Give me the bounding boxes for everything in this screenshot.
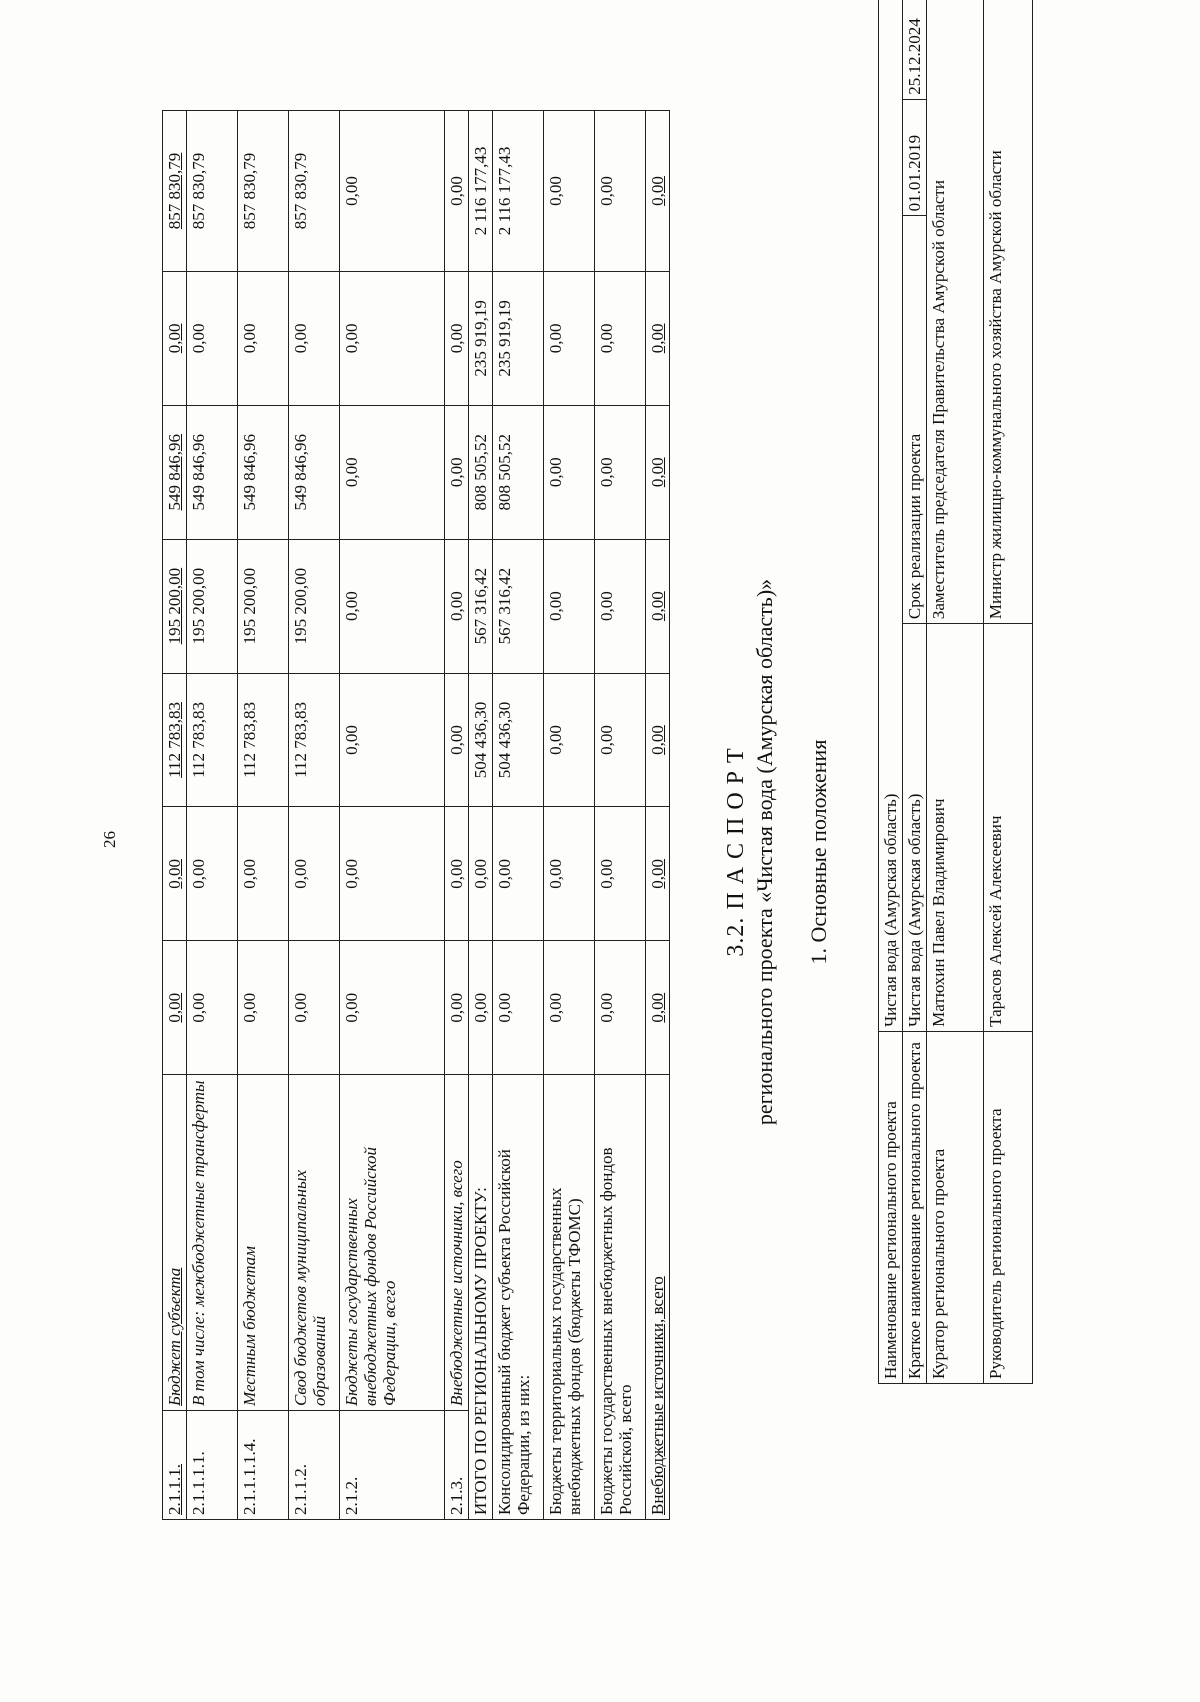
- row-value: 195 200,00: [187, 539, 238, 673]
- row-value: 857 830,79: [289, 111, 340, 272]
- row-value: 0,00: [340, 111, 445, 272]
- section-heading: 1. Основные положения: [806, 739, 831, 965]
- row-value: 549 846,96: [187, 405, 238, 539]
- table-row: [879, 0, 903, 1384]
- row-value: 0,00: [289, 941, 340, 1075]
- row-value: 0,00: [544, 941, 595, 1075]
- row-value: 808 505,52: [493, 405, 544, 539]
- row-code: 2.1.1.1.1.4.: [238, 1410, 289, 1519]
- row-name: Консолидированный бюджет субъекта Российской Федерации, из них:: [493, 1075, 544, 1520]
- table-row: [187, 111, 238, 1520]
- row-value: 0,00: [340, 539, 445, 673]
- curator-position: Заместитель председателя Правительства Амурской области: [927, 0, 984, 624]
- row-value: 0,00: [646, 941, 670, 1075]
- row-value: 0,00: [445, 539, 469, 673]
- row-name: ИТОГО ПО РЕГИОНАЛЬНОМУ ПРОЕКТУ:: [469, 1075, 493, 1520]
- row-value: 0,00: [646, 807, 670, 941]
- table-row: [595, 111, 646, 1520]
- row-value: 0,00: [544, 111, 595, 272]
- row-value: 808 505,52: [469, 405, 493, 539]
- curator-label: Куратор регионального проекта: [927, 1031, 984, 1383]
- row-value: 0,00: [445, 405, 469, 539]
- row-name: Местным бюджетам: [238, 1075, 289, 1411]
- passport-title: 3.2. П А С П О Р Т: [723, 747, 749, 957]
- row-value: 0,00: [646, 673, 670, 807]
- row-name: Внебюджетные источники, всего: [646, 1075, 670, 1520]
- row-value: 112 783,83: [289, 673, 340, 807]
- row-value: 0,00: [340, 941, 445, 1075]
- period-start: 01.01.2019: [903, 99, 927, 216]
- row-value: 0,00: [238, 807, 289, 941]
- row-value: 549 846,96: [238, 405, 289, 539]
- row-value: 0,00: [595, 539, 646, 673]
- table-row: [927, 0, 984, 1384]
- row-value: 0,00: [544, 405, 595, 539]
- row-value: 112 783,83: [163, 673, 187, 807]
- row-value: 549 846,96: [163, 405, 187, 539]
- curator-name: Матюхин Павел Владимирович: [927, 624, 984, 1032]
- row-value: 0,00: [163, 271, 187, 405]
- row-value: 0,00: [544, 807, 595, 941]
- short-name-label: Краткое наименование регионального проекта: [903, 1031, 927, 1383]
- main-positions-table: [878, 0, 1033, 1384]
- row-name: Внебюджетные источники, всего: [445, 1075, 469, 1411]
- row-value: 857 830,79: [163, 111, 187, 272]
- row-value: 0,00: [163, 807, 187, 941]
- row-value: 567 316,42: [469, 539, 493, 673]
- row-value: 0,00: [445, 941, 469, 1075]
- row-value: 0,00: [340, 807, 445, 941]
- table-row: [163, 111, 187, 1520]
- row-name: Свод бюджетов муниципальных образований: [289, 1075, 340, 1411]
- table-row: [903, 0, 927, 1384]
- row-value: 0,00: [595, 673, 646, 807]
- row-value: 857 830,79: [238, 111, 289, 272]
- row-name: В том числе: межбюджетные трансферты: [187, 1075, 238, 1411]
- row-value: 0,00: [289, 807, 340, 941]
- row-value: 112 783,83: [187, 673, 238, 807]
- row-value: 0,00: [595, 271, 646, 405]
- table-row: [340, 111, 445, 1520]
- row-value: 0,00: [187, 941, 238, 1075]
- row-value: 0,00: [493, 941, 544, 1075]
- row-value: 0,00: [445, 673, 469, 807]
- row-value: 112 783,83: [238, 673, 289, 807]
- project-name-value: Чистая вода (Амурская область): [879, 0, 903, 1031]
- row-value: 0,00: [187, 271, 238, 405]
- table-row: [984, 0, 1033, 1384]
- head-name: Тарасов Алексей Алексеевич: [984, 624, 1033, 1032]
- row-name: Бюджет субъекта: [163, 1075, 187, 1411]
- row-value: 0,00: [445, 271, 469, 405]
- row-value: 195 200,00: [289, 539, 340, 673]
- row-code: 2.1.3.: [445, 1410, 469, 1519]
- project-name-label: Наименование регионального проекта: [879, 1031, 903, 1383]
- row-value: 0,00: [544, 673, 595, 807]
- table-row: [238, 111, 289, 1520]
- row-value: 0,00: [445, 111, 469, 272]
- row-value: 504 436,30: [469, 673, 493, 807]
- table-row: [289, 111, 340, 1520]
- row-value: 0,00: [646, 539, 670, 673]
- row-value: 0,00: [340, 271, 445, 405]
- rotated-page-content: [0, 2, 1200, 1702]
- row-value: 195 200,00: [238, 539, 289, 673]
- short-name-value: Чистая вода (Амурская область): [903, 624, 927, 1032]
- row-value: 549 846,96: [289, 405, 340, 539]
- table-row: [544, 111, 595, 1520]
- row-value: 0,00: [595, 111, 646, 272]
- row-value: 0,00: [238, 941, 289, 1075]
- row-value: 0,00: [469, 807, 493, 941]
- period-label: Срок реализации проекта: [903, 216, 927, 624]
- row-code: 2.1.1.1.1.: [187, 1410, 238, 1519]
- row-name: Бюджеты территориальных государственных внебюджетных фондов (бюджеты ТФОМС): [544, 1075, 595, 1520]
- row-value: 2 116 177,43: [469, 111, 493, 272]
- row-value: 567 316,42: [493, 539, 544, 673]
- row-value: 2 116 177,43: [493, 111, 544, 272]
- row-value: 0,00: [544, 271, 595, 405]
- row-value: 0,00: [238, 271, 289, 405]
- row-code: 2.1.1.1.: [163, 1410, 187, 1519]
- row-value: 0,00: [187, 807, 238, 941]
- row-value: 0,00: [289, 271, 340, 405]
- row-value: 0,00: [646, 271, 670, 405]
- row-value: 0,00: [595, 941, 646, 1075]
- table-row: [445, 111, 469, 1520]
- row-value: 195 200,00: [163, 539, 187, 673]
- passport-subtitle: регионального проекта «Чистая вода (Амурская область)»: [752, 578, 777, 1126]
- row-name: Бюджеты государственных внебюджетных фондов Российской, всего: [595, 1075, 646, 1520]
- row-value: 0,00: [646, 405, 670, 539]
- table-row: [646, 111, 670, 1520]
- row-value: 0,00: [340, 405, 445, 539]
- finance-table: [162, 110, 670, 1520]
- row-value: 0,00: [340, 673, 445, 807]
- row-value: 0,00: [595, 405, 646, 539]
- row-value: 0,00: [646, 111, 670, 272]
- row-value: 0,00: [493, 807, 544, 941]
- row-code: 2.1.1.2.: [289, 1410, 340, 1519]
- row-value: 0,00: [445, 807, 469, 941]
- row-value: 0,00: [595, 807, 646, 941]
- row-value: 857 830,79: [187, 111, 238, 272]
- head-label: Руководитель регионального проекта: [984, 1031, 1033, 1383]
- row-value: 235 919,19: [493, 271, 544, 405]
- row-value: 0,00: [544, 539, 595, 673]
- period-end: 25.12.2024: [903, 0, 927, 99]
- row-value: 0,00: [469, 941, 493, 1075]
- head-position: Министр жилищно-коммунального хозяйства Амурской области: [984, 0, 1033, 624]
- row-code: 2.1.2.: [340, 1410, 445, 1519]
- page-number: 26: [100, 831, 119, 848]
- row-value: 235 919,19: [469, 271, 493, 405]
- row-value: 0,00: [163, 941, 187, 1075]
- row-name: Бюджеты государственных внебюджетных фондов Российской Федерации, всего: [340, 1075, 445, 1411]
- table-row: [469, 111, 493, 1520]
- table-row: [493, 111, 544, 1520]
- row-value: 504 436,30: [493, 673, 544, 807]
